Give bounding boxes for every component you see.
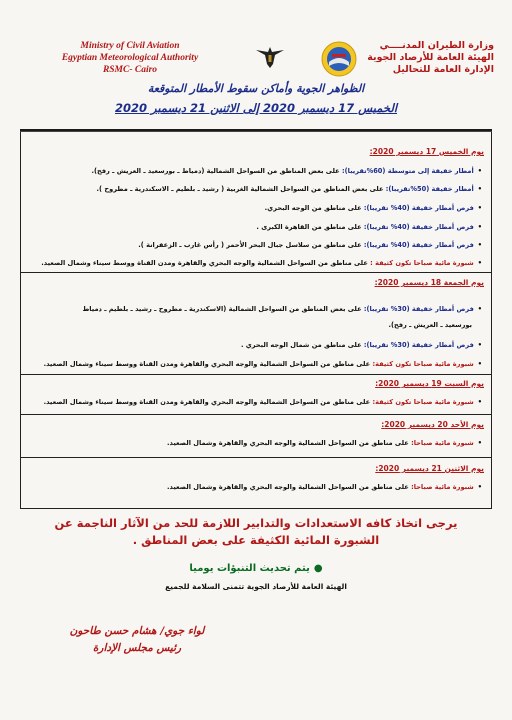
bullet-icon: • [477, 167, 482, 175]
bullet-icon: • [477, 439, 482, 447]
item-text: على مناطق من السواحل الشمالية والوجه البحري والقاهرة وشمال الصعيد. [167, 483, 412, 491]
item-text: على مناطق من السواحل الشمالية والوجه البحري والقاهرة وشمال الصعيد. [167, 439, 412, 447]
forecast-item-continued: بورسعيد ـ العريش ـ رفح). [388, 321, 472, 329]
item-label: شبورة مائية صباحا: [411, 439, 474, 447]
item-label: فرص أمطار خفيفة (30% تقريبا): [363, 305, 474, 313]
day-separator [20, 272, 492, 273]
document-period: الخميس 17 ديسمبر 2020 إلى الاثنين 21 ديسمبر 2020 [114, 101, 398, 115]
forecast-item [30, 258, 482, 269]
header-ministry-ar: وزارة الطيران المدنــــي [379, 40, 494, 51]
bullet-icon: • [477, 341, 482, 349]
item-text: على مناطق من سلاسل جبال البحر الأحمر ( رأس غارب ـ الزعفرانة ). [138, 241, 364, 249]
forecast-item [30, 304, 482, 315]
item-label: شبورة مائية صباحا تكون كثيفة: [372, 360, 474, 368]
item-text: على مناطق من السواحل الشمالية والوجه البحري والقاهرة ومدن القناة ووسط سيناء وشمال الصعيد. [43, 398, 373, 406]
day-separator [20, 414, 492, 415]
item-text: على مناطق من السواحل الشمالية والوجه البحري والقاهرة ومدن القناة ووسط سيناء وشمال الصعيد. [43, 360, 373, 368]
bullet-icon: • [477, 259, 482, 267]
item-label: شبورة مائية صباحا: [411, 483, 474, 491]
document-title: الظواهر الجوية وأماكن سقوط الأمطار المتوقعة [147, 82, 365, 95]
forecast-item [30, 482, 482, 493]
item-label: شبورة مائية صباحا تكون كثيفة : [370, 259, 474, 267]
day-title-friday: يوم الجمعة 18 ديسمبر 2020: [374, 278, 484, 287]
bullet-icon: • [477, 185, 482, 193]
bullet-icon: ● [313, 563, 323, 574]
day-separator [20, 374, 492, 375]
item-label: فرص أمطار خفيفة (40% تقريبا): [363, 241, 474, 249]
forecast-item [30, 203, 482, 214]
recommendation-line-2: الشبورة المائية الكثيفة على بعض المناطق . [132, 533, 380, 547]
bullet-icon: • [477, 241, 482, 249]
bullet-icon: • [477, 223, 482, 231]
civil-aviation-eagle-logo [253, 44, 287, 70]
bullet-icon: • [477, 398, 482, 406]
update-note [0, 563, 512, 574]
forecast-item [30, 438, 482, 449]
forecast-item [30, 184, 482, 195]
item-label: فرص أمطار خفيفة (40% تقريبا): [363, 204, 474, 212]
signature-name: لواء جوي/ هشام حسن طاحون [69, 625, 205, 637]
signature-role: رئيس مجلس الإدارة [92, 642, 182, 654]
item-label: فرص أمطار خفيفة (40% تقريبا): [363, 223, 474, 231]
bullet-icon: • [477, 483, 482, 491]
day-title-monday: يوم الاثنين 21 ديسمبر 2020: [375, 464, 484, 473]
header-department-ar: الإدارة العامة للتحاليل [392, 64, 494, 75]
item-text: على مناطق من القاهرة الكبرى . [256, 223, 364, 231]
item-label: أمطار خفيفة إلى متوسطة (60%تقريبا): [341, 167, 474, 175]
bullet-icon: • [477, 204, 482, 212]
header-authority-ar: الهيئة العامة للأرصاد الجوية [367, 52, 494, 63]
bullet-icon: • [477, 360, 482, 368]
bullet-icon: • [477, 305, 482, 313]
header-arabic [344, 40, 494, 76]
header-ministry: Ministry of Civil Aviation [80, 41, 180, 51]
forecast-item [30, 222, 482, 233]
item-text: على مناطق من الوجه البحري. [264, 204, 364, 212]
day-separator [20, 457, 492, 458]
item-text: على بعض المناطق من السواحل الشمالية (الاسكندرية ـ مطروح ـ رشيد ـ بلطيم ـ دمياط [82, 305, 364, 313]
day-title-thursday: يوم الخميس 17 ديسمبر 2020: [369, 147, 484, 156]
header-english [30, 40, 230, 76]
header-authority: Egyptian Meteorological Authority [61, 53, 199, 63]
forecast-item [30, 359, 482, 370]
item-label: أمطار خفيفة (50%تقريبا): [385, 185, 474, 193]
item-text: على بعض المناطق من السواحل الشمالية (دمياط ـ بورسعيد ـ العريش ـ رفح). [91, 167, 342, 175]
day-title-sunday: يوم الأحد 20 ديسمبر 2020: [381, 420, 484, 429]
item-label: شبورة مائية صباحا تكون كثيفة: [372, 398, 474, 406]
safety-wish: الهيئة العامة للأرصاد الجوية تتمنى السلامة للجميع [165, 582, 347, 591]
item-label: فرص أمطار خفيفة (30% تقريبا): [363, 341, 474, 349]
item-text: على مناطق من شمال الوجه البحري . [240, 341, 364, 349]
item-text: على بعض المناطق من السواحل الشمالية الغربية ( رشيد ـ بلطيم ـ الاسكندرية ـ مطروح ). [96, 185, 386, 193]
update-note-text: يتم تحديث التنبؤات يوميا [189, 563, 310, 574]
forecast-item [30, 166, 482, 177]
forecast-item [30, 340, 482, 351]
recommendation-line-1: يرجى اتخاذ كافه الاستعدادات والتدابير اللازمة للحد من الآثار الناجمة عن [54, 516, 458, 530]
forecast-item [30, 240, 482, 251]
item-text: على مناطق من السواحل الشمالية والوجه البحري والقاهرة ومدن القناة ووسط سيناء وشمال الصعيد. [41, 259, 371, 267]
forecast-item [30, 397, 482, 408]
day-title-saturday: يوم السبت 19 ديسمبر 2020: [375, 379, 484, 388]
header-rsmc: RSMC- Cairo [102, 65, 158, 75]
